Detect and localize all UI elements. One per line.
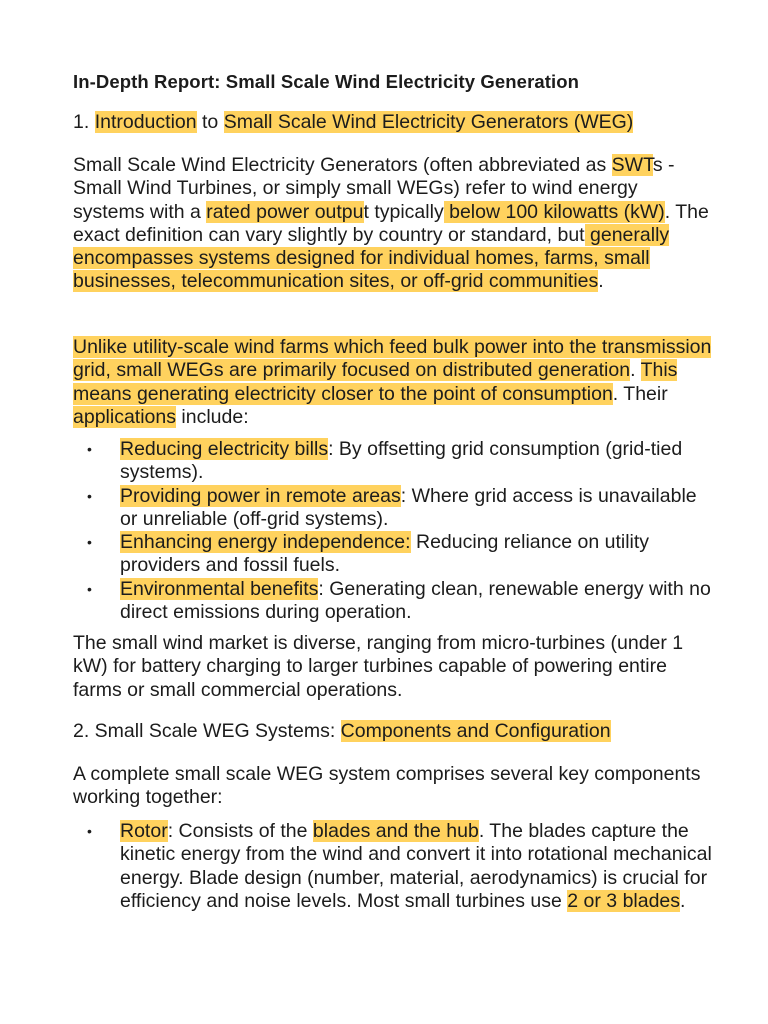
highlight: generally encompasses systems designed for individual homes, farms, small businesses, telecommunication sites, or off-grid communities: [73, 223, 670, 293]
section-2-heading: [73, 720, 611, 743]
highlight: below 100 kilowatts (kW): [443, 200, 665, 223]
text-run: .: [680, 889, 686, 912]
paragraph-market: The small wind market is diverse, ranging from micro-turbines (under 1 kW) for battery charging to larger turbines capable of powering entire farms or small commercial operations.: [73, 632, 684, 701]
highlight: Environmental benefits: [120, 577, 319, 600]
bullet-icon: •: [87, 823, 92, 839]
paragraph-components: A complete small scale WEG system comprises several key components working together:: [73, 763, 701, 809]
list-item: [73, 820, 713, 913]
components-list: [73, 820, 713, 913]
paragraph-intro: [73, 154, 713, 294]
applications-list: [73, 438, 713, 624]
list-item: [73, 485, 713, 532]
text-run: . The exact definition can vary slightly by country or standard, but: [73, 200, 709, 246]
list-item: [73, 531, 713, 578]
highlight: Providing power in remote areas: [120, 484, 401, 507]
text-run: include:: [175, 405, 249, 428]
text-run: Small Scale Wind Electricity Generators (often abbreviated as: [73, 154, 612, 176]
highlight: Unlike utility-scale wind farms which feed bulk power into the transmission grid, small WEGs are primarily focused on distributed generation: [73, 336, 712, 382]
highlight: applications: [73, 405, 176, 428]
list-item: [73, 578, 713, 625]
section-1-heading: [73, 111, 633, 134]
highlight: rated power outpu: [206, 200, 364, 223]
text-run: . Their: [612, 382, 668, 405]
paragraph-distributed: [73, 336, 713, 429]
text-run: .: [630, 359, 641, 382]
highlight: Introduction: [94, 111, 197, 133]
highlight: Small Scale Wind Electricity Generators (WEG): [223, 111, 634, 133]
text-run: s - Small Wind Turbines, or simply small WEGs) refer to wind energy systems with a: [73, 154, 675, 223]
text-run: t typically: [363, 200, 444, 223]
text-run: Reducing reliance on utility providers and fossil fuels.: [120, 531, 650, 577]
bullet-icon: •: [87, 441, 92, 457]
section-1-to: to: [202, 111, 219, 133]
highlight: Reducing electricity bills: [120, 438, 329, 460]
text-run: : By offsetting grid consumption (grid-tied systems).: [120, 438, 683, 484]
bullet-icon: •: [87, 580, 92, 597]
section-1-number: 1.: [73, 111, 90, 133]
text-run: : Consists of the: [167, 820, 313, 842]
text-run: : Generating clean, renewable energy with no direct emissions during operation.: [120, 577, 711, 624]
highlight: 2 or 3 blades: [567, 889, 681, 912]
highlight: SWT: [611, 154, 653, 176]
text-run: .: [598, 270, 604, 293]
text-run: . The blades capture the kinetic energy from the wind and convert it into rotational mechanical energy. Blade design (number, material, aerodynamics) is crucial for efficiency and noise levels. Most small turbines use: [120, 820, 712, 912]
highlight: Enhancing energy independence:: [120, 531, 411, 554]
highlight: This means generating electricity closer to the point of consumption: [73, 359, 678, 405]
section-2-prefix: 2. Small Scale WEG Systems:: [73, 720, 341, 742]
list-item: [73, 438, 713, 485]
highlight: Components and Configuration: [340, 720, 611, 742]
report-title: In-Depth Report: Small Scale Wind Electricity Generation: [73, 71, 580, 92]
bullet-icon: •: [87, 487, 92, 504]
text-run: : Where grid access is unavailable or unreliable (off-grid systems).: [120, 484, 697, 530]
highlight: Rotor: [120, 820, 168, 842]
bullet-icon: •: [87, 534, 92, 551]
highlight: blades and the hub: [312, 820, 479, 842]
